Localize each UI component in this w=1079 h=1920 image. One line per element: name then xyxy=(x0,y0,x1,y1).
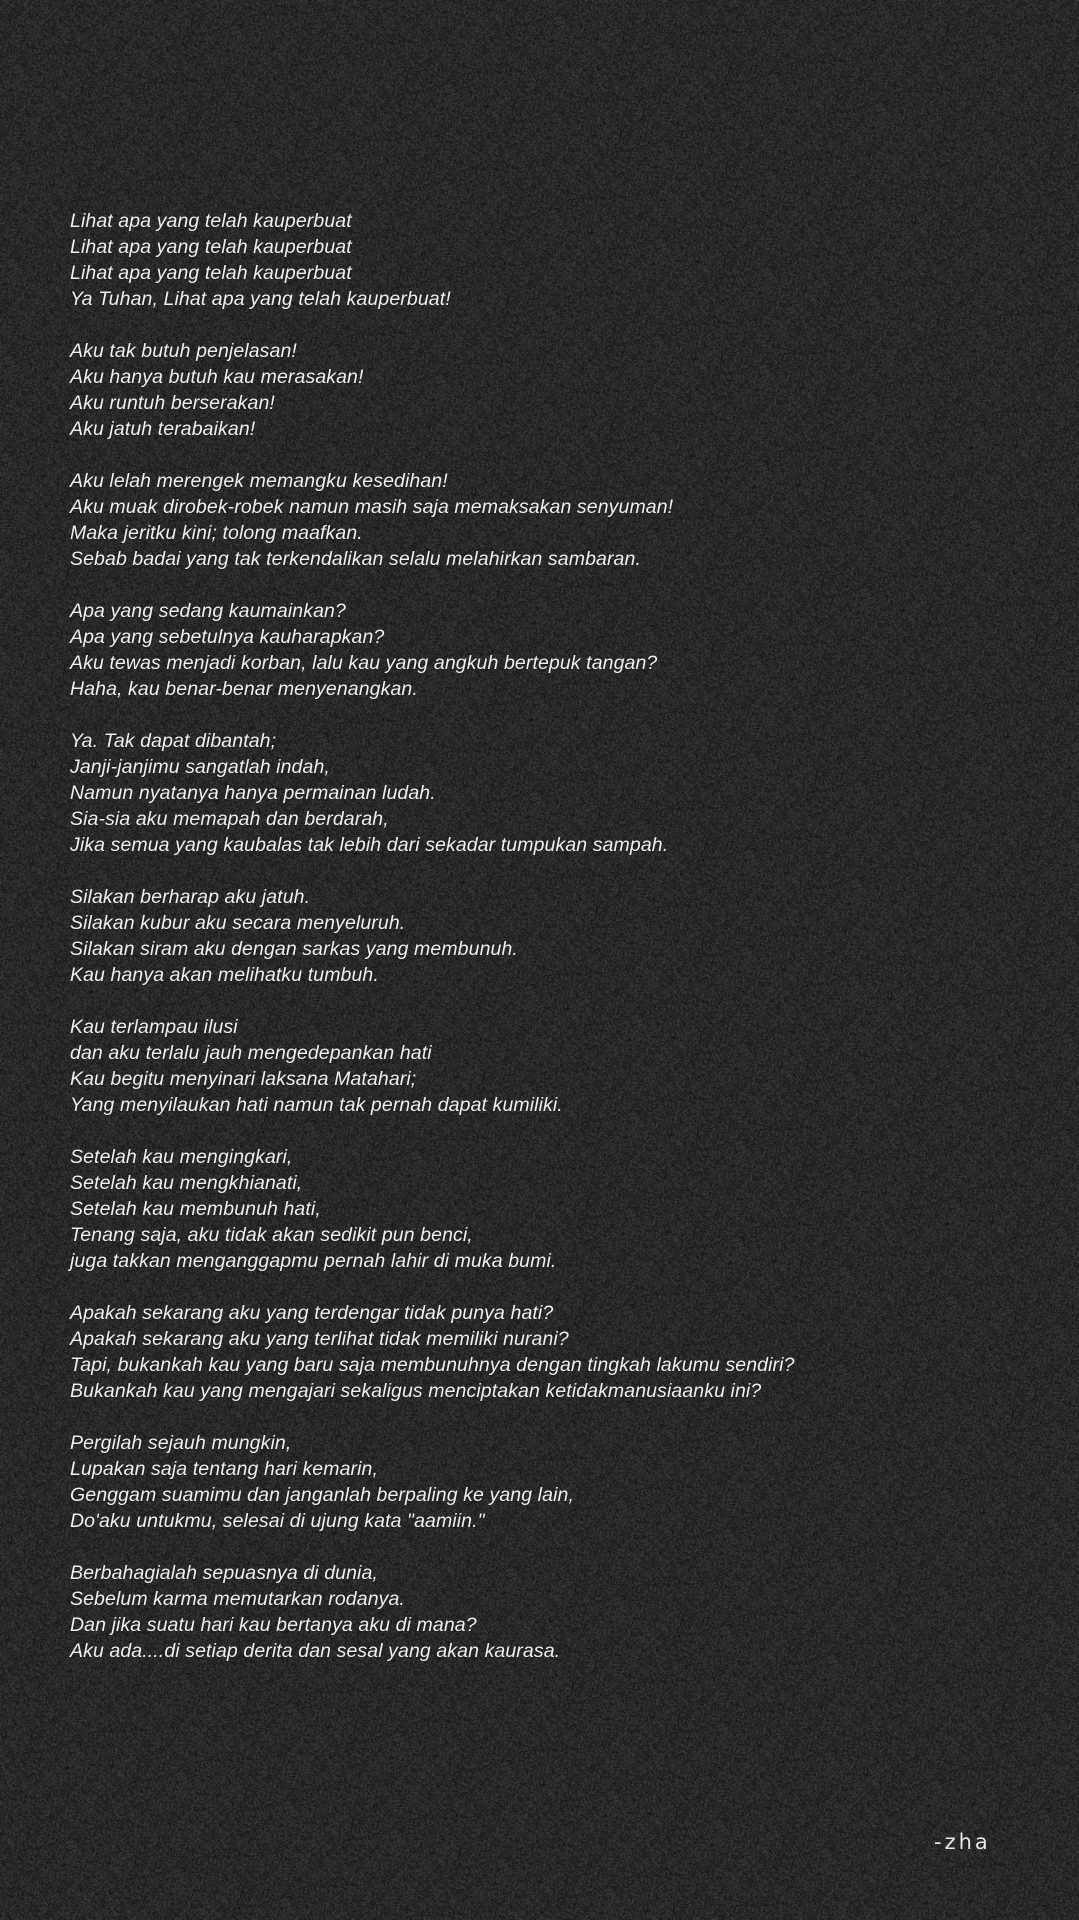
poem-line: Genggam suamimu dan janganlah berpaling ke yang lain, xyxy=(70,1484,574,1506)
poem-line: Setelah kau mengkhianati, xyxy=(70,1172,303,1194)
poem-stanza xyxy=(70,338,810,442)
poem-stanza xyxy=(70,1300,810,1404)
poem-stanza xyxy=(70,468,810,572)
poem-line: Aku tewas menjadi korban, lalu kau yang angkuh bertepuk tangan? xyxy=(70,652,658,674)
poem-line: Aku ada....di setiap derita dan sesal yang akan kaurasa. xyxy=(70,1640,561,1662)
poem-line: Berbahagialah sepuasnya di dunia, xyxy=(70,1562,378,1584)
poem-line: juga takkan menganggapmu pernah lahir di muka bumi. xyxy=(70,1250,557,1272)
poem-line: Silakan siram aku dengan sarkas yang membunuh. xyxy=(70,938,518,960)
poem-line: Lupakan saja tentang hari kemarin, xyxy=(70,1458,379,1480)
poem-line: Lihat apa yang telah kauperbuat xyxy=(70,236,352,258)
poem-body xyxy=(70,208,810,1690)
poem-line: Aku tak butuh penjelasan! xyxy=(70,340,297,362)
poem-line: Kau begitu menyinari laksana Matahari; xyxy=(70,1068,417,1090)
poem-line: Ya. Tak dapat dibantah; xyxy=(70,730,277,752)
poem-line: Apa yang sebetulnya kauharapkan? xyxy=(70,626,385,648)
poem-stanza xyxy=(70,884,810,988)
poem-line: Aku jatuh terabaikan! xyxy=(70,418,256,440)
poem-stanza xyxy=(70,1014,810,1118)
poem-stanza xyxy=(70,1144,810,1274)
poem-stanza xyxy=(70,208,810,312)
poem-line: Sebab badai yang tak terkendalikan selalu melahirkan sambaran. xyxy=(70,548,641,570)
poem-line: Sia-sia aku memapah dan berdarah, xyxy=(70,808,389,830)
poem-line: Tapi, bukankah kau yang baru saja membunuhnya dengan tingkah lakumu sendiri? xyxy=(70,1354,795,1376)
poem-line: Namun nyatanya hanya permainan ludah. xyxy=(70,782,436,804)
poem-line: Janji-janjimu sangatlah indah, xyxy=(70,756,330,778)
poem-line: Ya Tuhan, Lihat apa yang telah kauperbuat! xyxy=(70,288,451,310)
poem-line: Haha, kau benar-benar menyenangkan. xyxy=(70,678,418,700)
poem-line: Silakan kubur aku secara menyeluruh. xyxy=(70,912,406,934)
poem-line: Do'aku untukmu, selesai di ujung kata "aamiin." xyxy=(70,1510,485,1532)
poem-line: Aku hanya butuh kau merasakan! xyxy=(70,366,364,388)
poem-stanza xyxy=(70,598,810,702)
poem-line: Maka jeritku kini; tolong maafkan. xyxy=(70,522,363,544)
poem-line: Jika semua yang kaubalas tak lebih dari sekadar tumpukan sampah. xyxy=(70,834,669,856)
poem-line: Aku muak dirobek-robek namun masih saja memaksakan senyuman! xyxy=(70,496,674,518)
poem-line: Sebelum karma memutarkan rodanya. xyxy=(70,1588,405,1610)
poem-line: Yang menyilaukan hati namun tak pernah dapat kumiliki. xyxy=(70,1094,563,1116)
poem-line: Silakan berharap aku jatuh. xyxy=(70,886,311,908)
poem-line: Kau terlampau ilusi xyxy=(70,1016,238,1038)
poem-line: Apa yang sedang kaumainkan? xyxy=(70,600,346,622)
poem-line: Pergilah sejauh mungkin, xyxy=(70,1432,292,1454)
poem-line: Tenang saja, aku tidak akan sedikit pun benci, xyxy=(70,1224,473,1246)
poem-line: Lihat apa yang telah kauperbuat xyxy=(70,210,352,232)
poem-line: Aku runtuh berserakan! xyxy=(70,392,275,414)
poem-line: Apakah sekarang aku yang terdengar tidak punya hati? xyxy=(70,1302,554,1324)
poem-line: Setelah kau membunuh hati, xyxy=(70,1198,321,1220)
poem-line: Kau hanya akan melihatku tumbuh. xyxy=(70,964,379,986)
poem-stanza xyxy=(70,728,810,858)
poem-line: Setelah kau mengingkari, xyxy=(70,1146,293,1168)
poem-stanza xyxy=(70,1430,810,1534)
poem-stanza xyxy=(70,1560,810,1664)
poem-line: Dan jika suatu hari kau bertanya aku di mana? xyxy=(70,1614,477,1636)
author-signature: -zha xyxy=(934,1830,991,1854)
poem-line: Aku lelah merengek memangku kesedihan! xyxy=(70,470,448,492)
poem-line: Bukankah kau yang mengajari sekaligus menciptakan ketidakmanusiaanku ini? xyxy=(70,1380,762,1402)
poem-line: dan aku terlalu jauh mengedepankan hati xyxy=(70,1042,432,1064)
poem-line: Apakah sekarang aku yang terlihat tidak memiliki nurani? xyxy=(70,1328,569,1350)
poem-line: Lihat apa yang telah kauperbuat xyxy=(70,262,352,284)
